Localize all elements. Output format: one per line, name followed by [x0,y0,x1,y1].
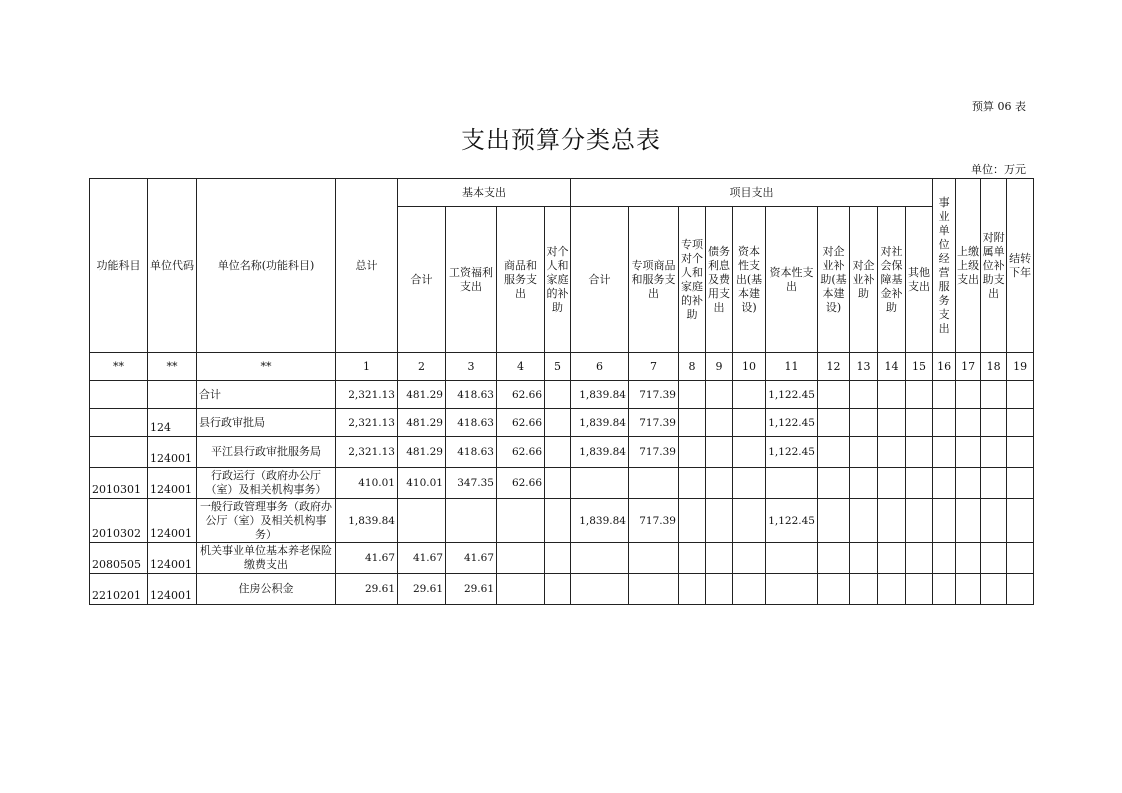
table-row [90,381,1034,409]
capital-construction-cell [733,381,766,409]
personal-family-cell [545,499,571,543]
column-index-cell: 16 [933,353,956,381]
capital-cell: 1,122.45 [766,381,818,409]
column-index-cell: 13 [850,353,878,381]
column-index-cell: 15 [906,353,933,381]
column-index-cell: 11 [766,353,818,381]
special-personal-cell [679,543,706,574]
column-index-cell: 10 [733,353,766,381]
special-goods-cell: 717.39 [629,499,679,543]
header-salary: 工资福利支出 [446,207,497,353]
page-title: 支出预算分类总表 [461,126,661,154]
column-index-cell: 12 [818,353,850,381]
project-subtotal-cell: 1,839.84 [571,381,629,409]
unit-name-cell: 县行政审批局 [197,409,336,437]
total-cell: 2,321.13 [336,437,398,468]
unit-name-cell: 住房公积金 [197,574,336,605]
unit-code-cell: 124001 [148,574,197,605]
debt-interest-cell [706,381,733,409]
unit-name-cell: 合计 [197,381,336,409]
capital-construction-cell [733,437,766,468]
enterprise-subsidy-construction-cell [818,574,850,605]
column-index-cell: 14 [878,353,906,381]
enterprise-subsidy-cell [850,437,878,468]
basic-subtotal-cell [398,499,446,543]
capital-cell: 1,122.45 [766,437,818,468]
social-security-fund-cell [878,468,906,499]
basic-subtotal-cell: 481.29 [398,437,446,468]
basic-subtotal-cell: 41.67 [398,543,446,574]
pay-higher-cell [956,574,981,605]
column-index-cell: 9 [706,353,733,381]
capital-construction-cell [733,543,766,574]
unit-name-cell: 一般行政管理事务（政府办公厅（室）及相关机构事务） [197,499,336,543]
total-cell: 41.67 [336,543,398,574]
header-unit-code: 单位代码 [148,179,197,353]
project-subtotal-cell: 1,839.84 [571,499,629,543]
header-capital: 资本性支出 [766,207,818,353]
unit-code-cell: 124001 [148,543,197,574]
header-basic-group: 基本支出 [398,179,571,207]
pay-higher-cell [956,409,981,437]
public-institution-operations-cell [933,437,956,468]
pay-higher-cell [956,543,981,574]
social-security-fund-cell [878,437,906,468]
unit-code-cell: 124001 [148,499,197,543]
enterprise-subsidy-cell [850,381,878,409]
total-cell: 410.01 [336,468,398,499]
enterprise-subsidy-construction-cell [818,499,850,543]
subsidy-affiliated-cell [981,543,1007,574]
salary-cell [446,499,497,543]
debt-interest-cell [706,499,733,543]
personal-family-cell [545,409,571,437]
enterprise-subsidy-construction-cell [818,468,850,499]
personal-family-cell [545,574,571,605]
special-personal-cell [679,381,706,409]
debt-interest-cell [706,543,733,574]
social-security-fund-cell [878,499,906,543]
column-index-cell: 6 [571,353,629,381]
enterprise-subsidy-construction-cell [818,409,850,437]
special-goods-cell [629,468,679,499]
special-goods-cell: 717.39 [629,409,679,437]
pay-higher-cell [956,468,981,499]
header-goods-services: 商品和服务支出 [497,207,545,353]
func-code-cell [90,381,148,409]
header-personal-family: 对个人和家庭的补助 [545,207,571,353]
public-institution-operations-cell [933,468,956,499]
table-row [90,499,1034,543]
header-debt-interest: 债务利息及费用支出 [706,207,733,353]
column-index-cell: ** [148,353,197,381]
subsidy-affiliated-cell [981,574,1007,605]
project-subtotal-cell: 1,839.84 [571,437,629,468]
project-subtotal-cell [571,574,629,605]
social-security-fund-cell [878,543,906,574]
column-index-cell: 8 [679,353,706,381]
special-goods-cell [629,574,679,605]
subsidy-affiliated-cell [981,437,1007,468]
unit-code-cell [148,381,197,409]
header-carry-forward: 结转下年 [1007,179,1034,353]
public-institution-operations-cell [933,499,956,543]
project-subtotal-cell [571,543,629,574]
goods-services-cell: 62.66 [497,437,545,468]
debt-interest-cell [706,468,733,499]
carry-forward-cell [1007,437,1034,468]
enterprise-subsidy-cell [850,409,878,437]
other-cell [906,574,933,605]
special-goods-cell [629,543,679,574]
enterprise-subsidy-cell [850,468,878,499]
goods-services-cell: 62.66 [497,409,545,437]
special-personal-cell [679,409,706,437]
social-security-fund-cell [878,574,906,605]
unit-name-cell: 机关事业单位基本养老保险缴费支出 [197,543,336,574]
goods-services-cell [497,499,545,543]
public-institution-operations-cell [933,543,956,574]
subsidy-affiliated-cell [981,499,1007,543]
column-index-cell: 5 [545,353,571,381]
header-func-subject: 功能科目 [90,179,148,353]
capital-cell [766,574,818,605]
capital-cell: 1,122.45 [766,409,818,437]
goods-services-cell [497,574,545,605]
enterprise-subsidy-cell [850,543,878,574]
capital-construction-cell [733,499,766,543]
column-index-cell: 1 [336,353,398,381]
special-personal-cell [679,468,706,499]
project-subtotal-cell [571,468,629,499]
capital-cell: 1,122.45 [766,499,818,543]
column-index-cell: 2 [398,353,446,381]
goods-services-cell: 62.66 [497,381,545,409]
goods-services-cell: 62.66 [497,468,545,499]
salary-cell: 418.63 [446,409,497,437]
pay-higher-cell [956,437,981,468]
total-cell: 1,839.84 [336,499,398,543]
header-pay-higher: 上缴上级支出 [956,179,981,353]
header-enterprise-subsidy: 对企业补助 [850,207,878,353]
subsidy-affiliated-cell [981,381,1007,409]
header-special-personal: 专项对个人和家庭的补助 [679,207,706,353]
debt-interest-cell [706,437,733,468]
public-institution-operations-cell [933,381,956,409]
special-personal-cell [679,499,706,543]
unit-code-cell: 124001 [148,468,197,499]
other-cell [906,381,933,409]
unit-code-cell: 124 [148,409,197,437]
carry-forward-cell [1007,468,1034,499]
salary-cell: 41.67 [446,543,497,574]
enterprise-subsidy-cell [850,574,878,605]
header-social-security-fund: 对社会保障基金补助 [878,207,906,353]
header-project-group: 项目支出 [571,179,933,207]
subsidy-affiliated-cell [981,468,1007,499]
func-code-cell: 2010302 [90,499,148,543]
table-code-label: 预算 06 表 [972,100,1026,113]
column-index-cell: 4 [497,353,545,381]
other-cell [906,468,933,499]
basic-subtotal-cell: 29.61 [398,574,446,605]
capital-construction-cell [733,574,766,605]
carry-forward-cell [1007,409,1034,437]
func-code-cell [90,409,148,437]
enterprise-subsidy-construction-cell [818,437,850,468]
unit-name-cell: 平江县行政审批服务局 [197,437,336,468]
enterprise-subsidy-cell [850,499,878,543]
salary-cell: 29.61 [446,574,497,605]
table-row [90,409,1034,437]
special-personal-cell [679,574,706,605]
total-cell: 29.61 [336,574,398,605]
special-goods-cell: 717.39 [629,381,679,409]
column-index-cell: 18 [981,353,1007,381]
enterprise-subsidy-construction-cell [818,543,850,574]
table-row [90,437,1034,468]
other-cell [906,437,933,468]
unit-label: 单位：万元 [971,163,1026,176]
salary-cell: 418.63 [446,437,497,468]
project-subtotal-cell: 1,839.84 [571,409,629,437]
basic-subtotal-cell: 481.29 [398,409,446,437]
header-unit-name: 单位名称(功能科目) [197,179,336,353]
capital-cell [766,468,818,499]
column-index-cell: ** [197,353,336,381]
capital-construction-cell [733,468,766,499]
subsidy-affiliated-cell [981,409,1007,437]
column-index-cell: ** [90,353,148,381]
public-institution-operations-cell [933,574,956,605]
func-code-cell: 2210201 [90,574,148,605]
personal-family-cell [545,543,571,574]
debt-interest-cell [706,574,733,605]
personal-family-cell [545,381,571,409]
basic-subtotal-cell: 481.29 [398,381,446,409]
header-public-institution-operations: 事业单位经营服务支出 [933,179,956,353]
capital-cell [766,543,818,574]
personal-family-cell [545,468,571,499]
carry-forward-cell [1007,499,1034,543]
total-cell: 2,321.13 [336,381,398,409]
header-subsidy-affiliated: 对附属单位补助支出 [981,179,1007,353]
salary-cell: 418.63 [446,381,497,409]
header-total: 总计 [336,179,398,353]
capital-construction-cell [733,409,766,437]
budget-table [89,178,1034,605]
header-basic-subtotal: 合计 [398,207,446,353]
debt-interest-cell [706,409,733,437]
table-row [90,543,1034,574]
column-index-cell: 7 [629,353,679,381]
basic-subtotal-cell: 410.01 [398,468,446,499]
salary-cell: 347.35 [446,468,497,499]
pay-higher-cell [956,499,981,543]
func-code-cell: 2010301 [90,468,148,499]
pay-higher-cell [956,381,981,409]
enterprise-subsidy-construction-cell [818,381,850,409]
column-index-cell: 19 [1007,353,1034,381]
total-cell: 2,321.13 [336,409,398,437]
func-code-cell: 2080505 [90,543,148,574]
carry-forward-cell [1007,543,1034,574]
column-index-cell: 17 [956,353,981,381]
special-goods-cell: 717.39 [629,437,679,468]
column-index-cell: 3 [446,353,497,381]
other-cell [906,409,933,437]
header-special-goods: 专项商品和服务支出 [629,207,679,353]
carry-forward-cell [1007,381,1034,409]
header-enterprise-subsidy-construction: 对企业补助(基本建设) [818,207,850,353]
social-security-fund-cell [878,381,906,409]
social-security-fund-cell [878,409,906,437]
func-code-cell [90,437,148,468]
header-other: 其他支出 [906,207,933,353]
table-row [90,574,1034,605]
other-cell [906,499,933,543]
column-index-row [90,353,1034,381]
other-cell [906,543,933,574]
unit-code-cell: 124001 [148,437,197,468]
header-project-subtotal: 合计 [571,207,629,353]
special-personal-cell [679,437,706,468]
unit-name-cell: 行政运行（政府办公厅（室）及相关机构事务） [197,468,336,499]
header-capital-construction: 资本性支出(基本建设) [733,207,766,353]
carry-forward-cell [1007,574,1034,605]
personal-family-cell [545,437,571,468]
public-institution-operations-cell [933,409,956,437]
goods-services-cell [497,543,545,574]
table-row [90,468,1034,499]
